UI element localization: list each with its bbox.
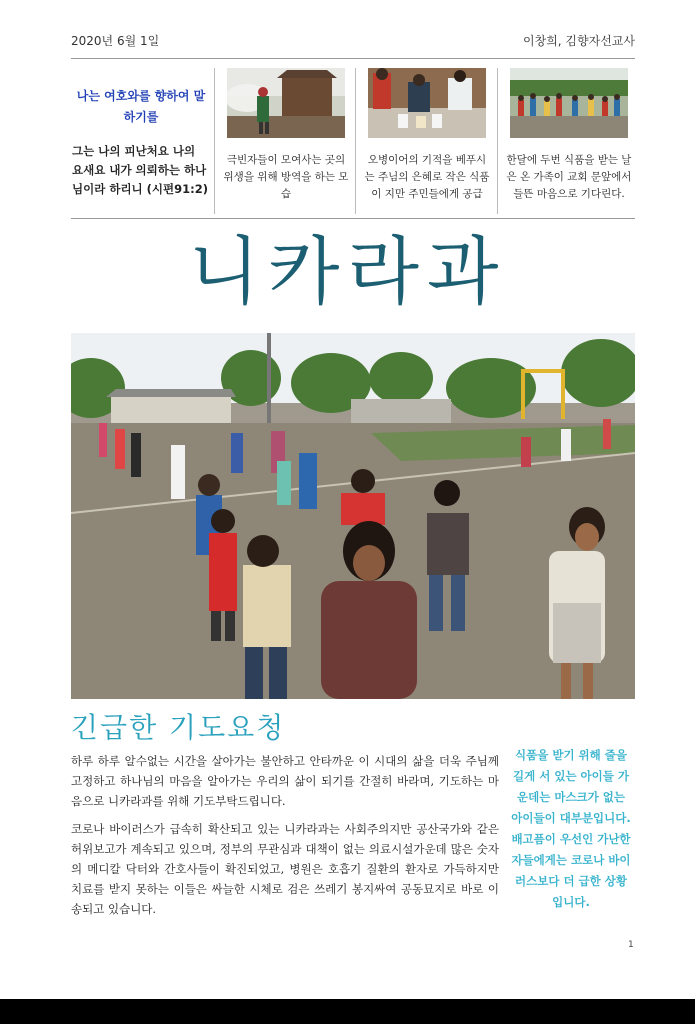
caption-disinfection: 극빈자들이 모여사는 곳의 위생을 위해 방역을 하는 모습 [223,154,349,200]
verse-body: 그는 나의 피난처요 나의 요새요 내가 의뢰하는 하나님이라 하리니 (시편91:2) [72,144,208,196]
top-divider [71,58,635,59]
news-column-disinfection [222,68,350,214]
bottom-bar [0,999,695,1024]
prayer-paragraph-2: 코로나 바이러스가 급속히 확산되고 있는 니카라과는 사회주의지만 공산국가와 같은 허위보고가 계속되고 있으며, 정부의 무관심과 대책이 없는 의료시설가운데 많은 숫자의 메디칼 닥터와 간호사들이 확진되었고, 병원은 호흡기 질환의 환자로 가득하지만 치료를 받지 못하는 이들은 싸늘한 시체로 검은 쓰레기 봉지싸여 공동묘지로 바로 이송되고 있습니다. [71,822,499,916]
column-divider [497,68,498,214]
middle-divider [71,218,635,219]
verse-title: 나는 여호와를 향하여 말하기를 [76,89,206,124]
crowd-photo [510,68,628,138]
photo-sidebar-note: 식품을 받기 위해 줄을 길게 서 있는 아이들 가운데는 마스크가 없는 아이들이 대부분입니다. 배고픔이 우선인 가난한 자들에게는 코로나 바이러스보다 더 급한 상황입니다. [511,748,631,909]
verse-box [72,68,210,214]
caption-family-wait: 한달에 두번 식품을 받는 날은 온 가족이 교회 문앞에서 들뜬 마음으로 기다린다. [506,154,632,200]
prayer-paragraph-1: 하루 하루 알수없는 시간을 살아가는 불안하고 안타까운 이 시대의 삶을 더욱 주님께 고정하고 하나님의 마음을 알아가는 우리의 삶이 되기를 간절히 바라며, 기도하는 마음으로 니카라과를 위해 기도부탁드립니다. [71,754,499,808]
disinfection-photo [227,68,345,138]
caption-food-supply: 오병이어의 기적을 베푸시는 주님의 은혜로 작은 식품이 지만 주민들에게 공급 [364,154,490,200]
news-column-family-wait [505,68,633,214]
column-divider [355,68,356,214]
news-column-food-supply [363,68,491,214]
page-title: 니카라과 [188,229,507,315]
section-title: 긴급한 기도요청 [71,711,286,744]
children-queue-photo [71,333,635,699]
page-number: 1 [628,940,634,950]
header-date: 2020년 6월 1일 [71,34,160,48]
column-divider [214,68,215,214]
food-packing-photo [368,68,486,138]
header-author: 이창희, 김향자선교사 [523,34,635,48]
